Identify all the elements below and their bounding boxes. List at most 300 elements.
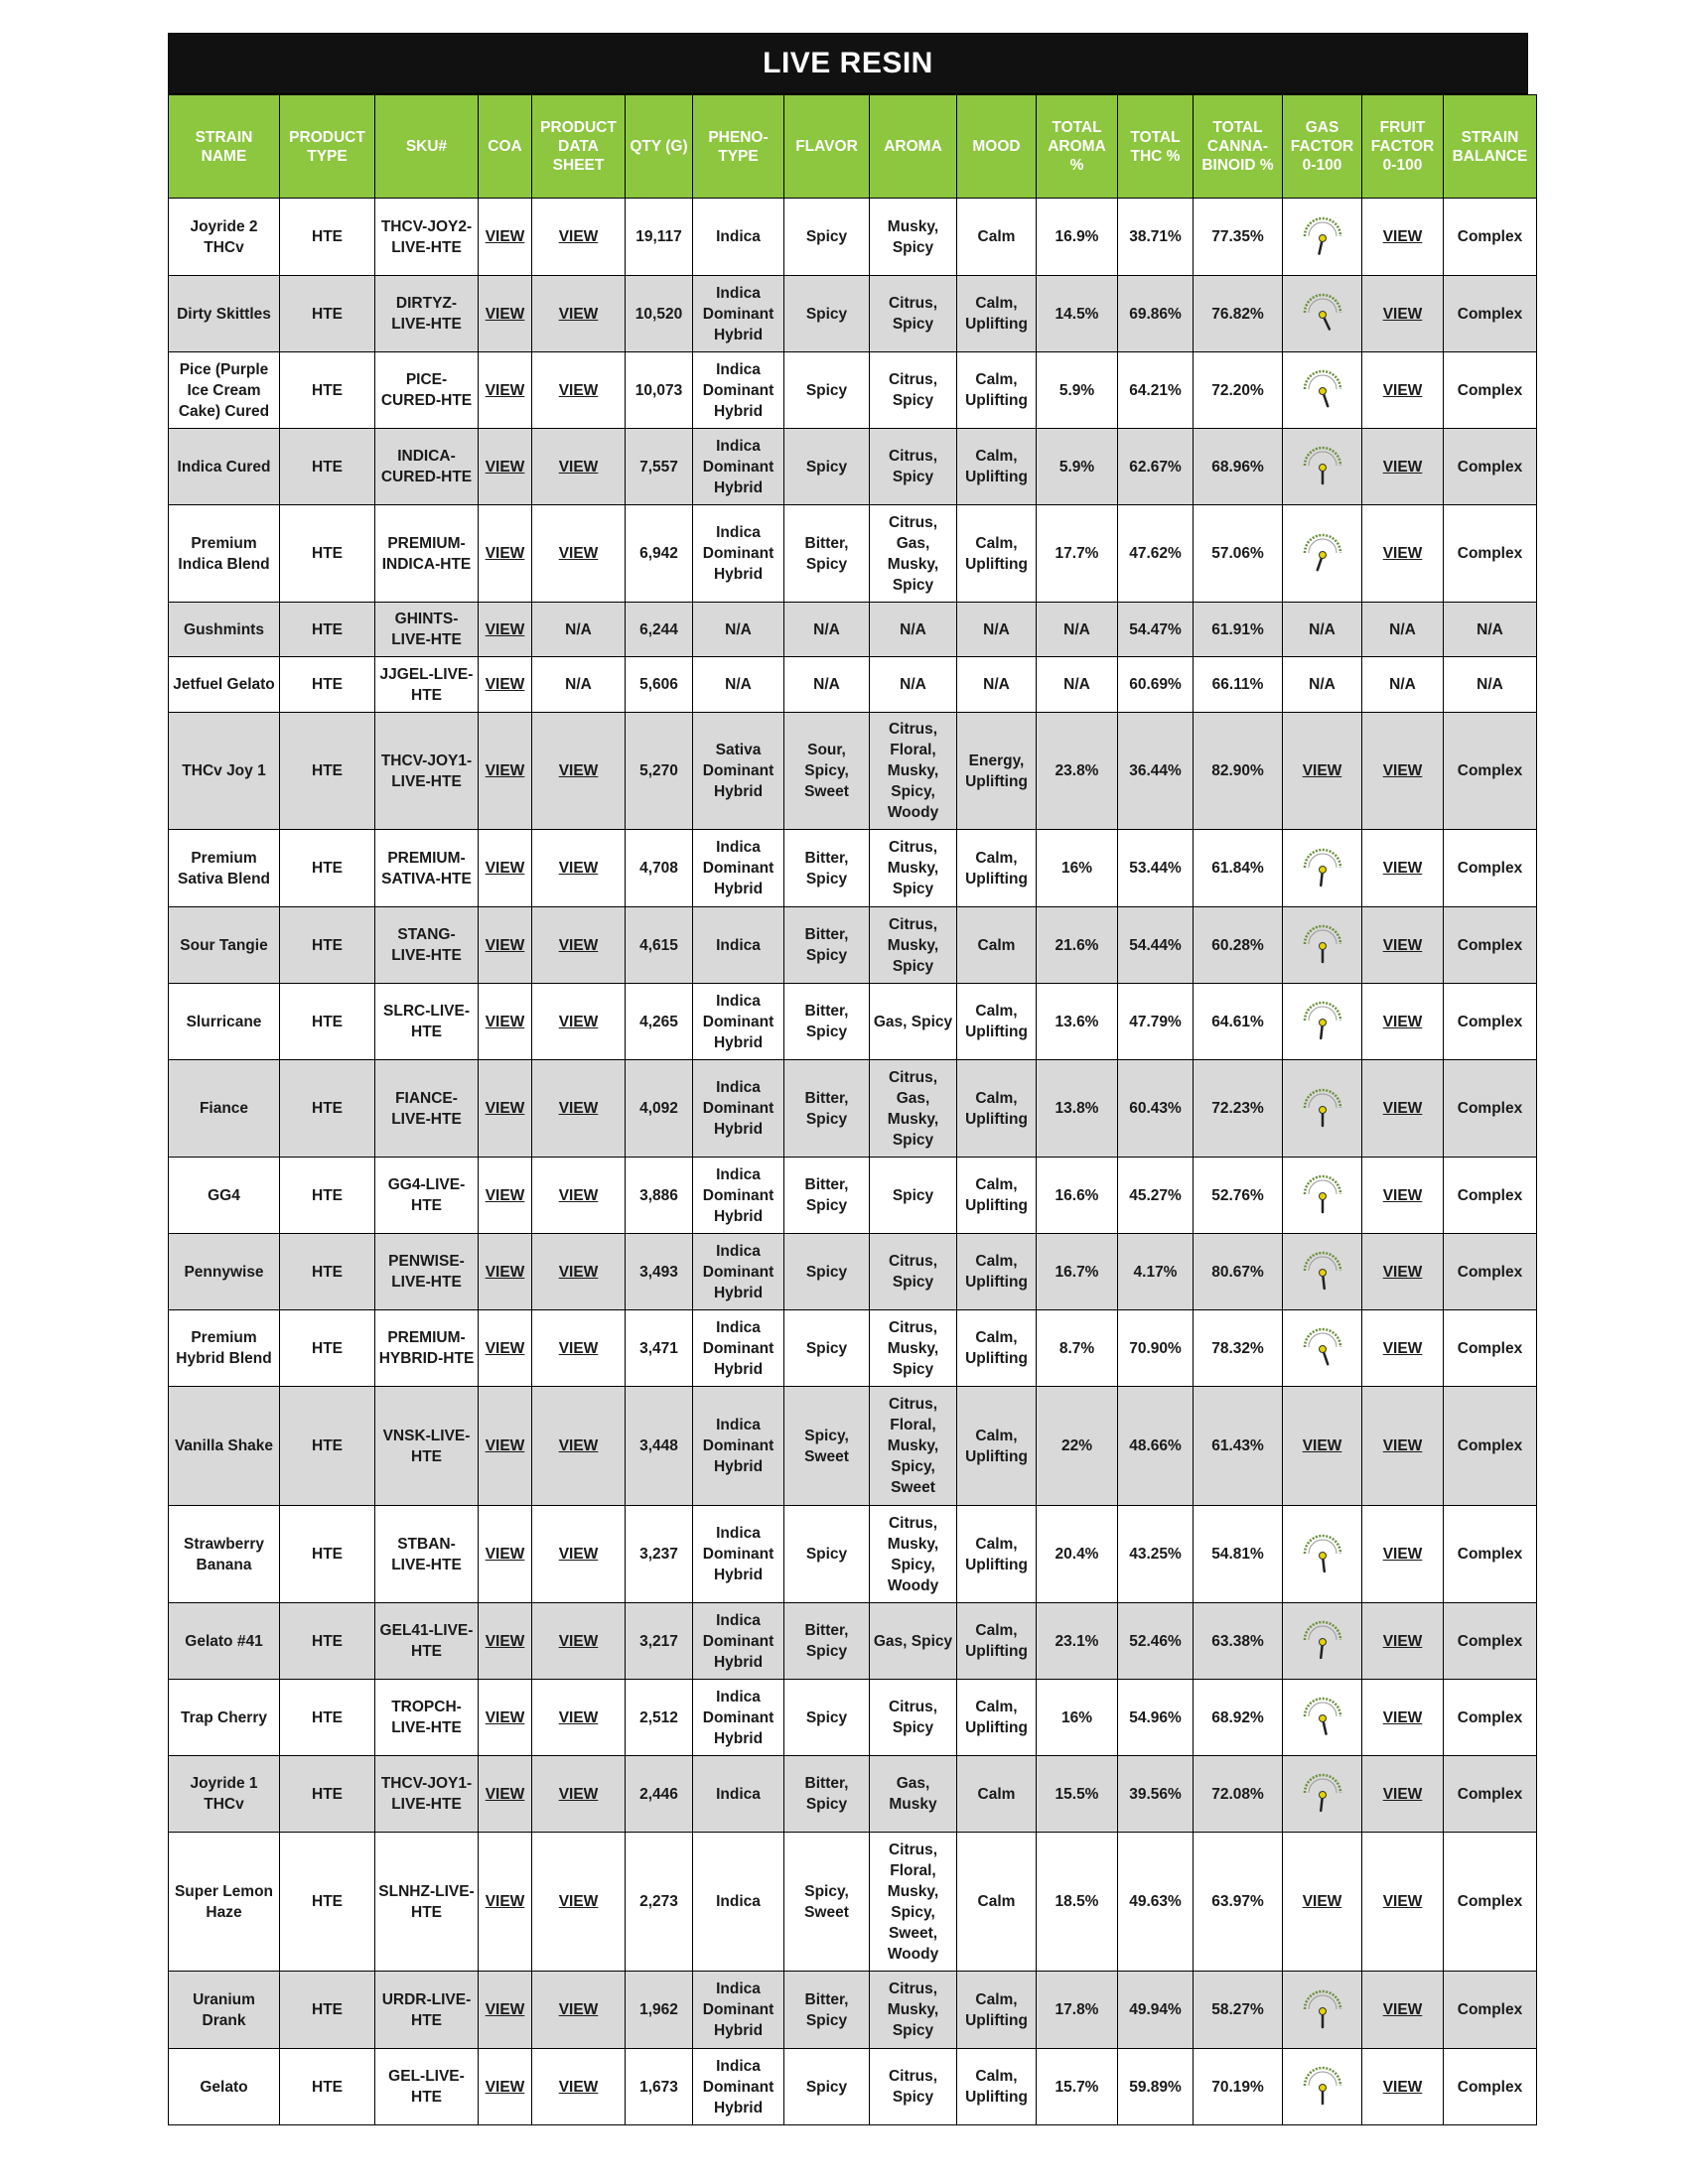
- view-link[interactable]: VIEW: [485, 676, 525, 693]
- phenotype-cell: Indica: [693, 1833, 784, 1972]
- phenotype-cell: Indica: [693, 1756, 784, 1833]
- total-cannabinoid-cell: 58.27%: [1194, 1972, 1283, 2049]
- view-link[interactable]: VIEW: [558, 936, 599, 954]
- strain-balance-cell: Complex: [1444, 830, 1537, 907]
- mood-cell: Calm, Uplifting: [957, 1387, 1037, 1506]
- fruit-factor-cell: [1362, 713, 1444, 830]
- coa-link: [479, 1833, 532, 1972]
- fruit-factor-cell: [1362, 1158, 1444, 1234]
- phenotype-cell: Indica Dominant Hybrid: [693, 1506, 784, 1603]
- coa-link: [479, 1756, 532, 1833]
- strain-balance-cell: Complex: [1444, 1972, 1537, 2049]
- view-link[interactable]: VIEW: [485, 1437, 525, 1454]
- sku-cell: VNSK-LIVE-HTE: [375, 1387, 479, 1506]
- view-link[interactable]: VIEW: [485, 860, 525, 877]
- total-aroma-cell: 16%: [1037, 1680, 1118, 1756]
- view-link[interactable]: VIEW: [558, 305, 599, 323]
- view-link[interactable]: VIEW: [558, 1632, 599, 1650]
- table-row: [169, 984, 1537, 1060]
- total-aroma-cell: 13.6%: [1037, 984, 1118, 1060]
- view-link[interactable]: VIEW: [485, 620, 525, 638]
- phenotype-cell: N/A: [693, 603, 784, 657]
- view-link[interactable]: VIEW: [558, 762, 599, 779]
- view-link[interactable]: VIEW: [558, 458, 599, 476]
- view-link[interactable]: VIEW: [1382, 1263, 1423, 1281]
- strain-name-cell: Gelato: [169, 2049, 280, 2125]
- total-aroma-cell: 16%: [1037, 830, 1118, 907]
- total-cannabinoid-cell: 72.23%: [1194, 1060, 1283, 1158]
- flavor-cell: Spicy, Sweet: [784, 1387, 870, 1506]
- view-link[interactable]: VIEW: [485, 228, 525, 245]
- view-link[interactable]: VIEW: [1382, 860, 1423, 877]
- strain-balance-cell: Complex: [1444, 1234, 1537, 1310]
- view-link[interactable]: VIEW: [485, 762, 525, 779]
- phenotype-cell: Indica Dominant Hybrid: [693, 1310, 784, 1387]
- header-row: [169, 95, 1537, 199]
- aroma-cell: N/A: [870, 603, 957, 657]
- view-link[interactable]: VIEW: [1382, 762, 1423, 779]
- coa-link: [479, 830, 532, 907]
- view-link[interactable]: VIEW: [558, 1437, 599, 1454]
- sku-cell: SLRC-LIVE-HTE: [375, 984, 479, 1060]
- table-row: [169, 1158, 1537, 1234]
- table-row: [169, 713, 1537, 830]
- strain-balance-cell: Complex: [1444, 1387, 1537, 1506]
- gauge-icon: [1299, 529, 1346, 573]
- view-link[interactable]: VIEW: [485, 2001, 525, 2018]
- fruit-factor-cell: [1362, 1234, 1444, 1310]
- phenotype-cell: Indica Dominant Hybrid: [693, 2049, 784, 2125]
- total-thc-cell: 59.89%: [1118, 2049, 1194, 2125]
- total-aroma-cell: 18.5%: [1037, 1833, 1118, 1972]
- view-link[interactable]: VIEW: [485, 1339, 525, 1357]
- total-cannabinoid-cell: 54.81%: [1194, 1506, 1283, 1603]
- flavor-cell: Spicy: [784, 352, 870, 429]
- coa-link: [479, 352, 532, 429]
- product-type-cell: HTE: [280, 429, 375, 505]
- view-link[interactable]: VIEW: [485, 1785, 525, 1803]
- total-cannabinoid-cell: 72.08%: [1194, 1756, 1283, 1833]
- product-type-cell: HTE: [280, 2049, 375, 2125]
- view-link[interactable]: VIEW: [1382, 2078, 1423, 2096]
- product-type-cell: HTE: [280, 1158, 375, 1234]
- view-link[interactable]: VIEW: [558, 1546, 599, 1563]
- view-link[interactable]: VIEW: [485, 1632, 525, 1650]
- view-link[interactable]: VIEW: [558, 860, 599, 877]
- gas-factor-cell: [1283, 276, 1362, 352]
- flavor-cell: Bitter, Spicy: [784, 1972, 870, 2049]
- fruit-factor-cell: [1362, 2049, 1444, 2125]
- view-link[interactable]: VIEW: [1382, 1100, 1423, 1117]
- product-type-cell: HTE: [280, 1506, 375, 1603]
- data-sheet-link: [532, 984, 626, 1060]
- flavor-cell: Spicy: [784, 276, 870, 352]
- strain-name-cell: Pice (Purple Ice Cream Cake) Cured: [169, 352, 280, 429]
- flavor-cell: Spicy: [784, 1506, 870, 1603]
- view-link[interactable]: VIEW: [1382, 1339, 1423, 1357]
- qty-cell: 10,520: [626, 276, 693, 352]
- view-link[interactable]: VIEW: [1382, 1893, 1423, 1910]
- mood-cell: Calm, Uplifting: [957, 830, 1037, 907]
- total-cannabinoid-cell: 64.61%: [1194, 984, 1283, 1060]
- gas-factor-cell: [1283, 429, 1362, 505]
- table-row: [169, 1603, 1537, 1680]
- coa-link: [479, 1060, 532, 1158]
- table-row: [169, 1060, 1537, 1158]
- data-sheet-link: [532, 1234, 626, 1310]
- table-row: [169, 1756, 1537, 1833]
- column-header: STRAIN NAME: [169, 95, 280, 199]
- data-sheet-link: [532, 713, 626, 830]
- column-header: AROMA: [870, 95, 957, 199]
- total-aroma-cell: 22%: [1037, 1387, 1118, 1506]
- total-aroma-cell: 16.7%: [1037, 1234, 1118, 1310]
- sku-cell: FIANCE-LIVE-HTE: [375, 1060, 479, 1158]
- column-header: QTY (G): [626, 95, 693, 199]
- view-link[interactable]: VIEW: [558, 381, 599, 399]
- product-type-cell: HTE: [280, 1680, 375, 1756]
- view-link[interactable]: VIEW: [485, 1263, 525, 1281]
- view-link[interactable]: VIEW: [485, 381, 525, 399]
- view-link[interactable]: VIEW: [558, 2001, 599, 2018]
- table-row: [169, 505, 1537, 603]
- view-link[interactable]: VIEW: [485, 545, 525, 562]
- total-cannabinoid-cell: 63.97%: [1194, 1833, 1283, 1972]
- view-link[interactable]: VIEW: [558, 1893, 599, 1910]
- coa-link: [479, 1158, 532, 1234]
- flavor-cell: Spicy: [784, 2049, 870, 2125]
- sku-cell: INDICA-CURED-HTE: [375, 429, 479, 505]
- qty-cell: 5,606: [626, 657, 693, 713]
- flavor-cell: Bitter, Spicy: [784, 505, 870, 603]
- coa-link: [479, 907, 532, 984]
- mood-cell: N/A: [957, 603, 1037, 657]
- gas-factor-cell: [1283, 1234, 1362, 1310]
- mood-cell: Calm, Uplifting: [957, 352, 1037, 429]
- phenotype-cell: Indica: [693, 907, 784, 984]
- total-aroma-cell: 15.5%: [1037, 1756, 1118, 1833]
- strain-balance-cell: Complex: [1444, 352, 1537, 429]
- total-cannabinoid-cell: 77.35%: [1194, 199, 1283, 276]
- gas-factor-cell: [1283, 1756, 1362, 1833]
- qty-cell: 6,942: [626, 505, 693, 603]
- total-thc-cell: 48.66%: [1118, 1387, 1194, 1506]
- strain-name-cell: Uranium Drank: [169, 1972, 280, 2049]
- view-link[interactable]: VIEW: [485, 305, 525, 323]
- fruit-factor-cell: [1362, 505, 1444, 603]
- strain-name-cell: Premium Indica Blend: [169, 505, 280, 603]
- strain-name-cell: Jetfuel Gelato: [169, 657, 280, 713]
- flavor-cell: Sour, Spicy, Sweet: [784, 713, 870, 830]
- strain-balance-cell: Complex: [1444, 984, 1537, 1060]
- view-link[interactable]: VIEW: [558, 1013, 599, 1030]
- table-row: [169, 1680, 1537, 1756]
- view-link[interactable]: VIEW: [1302, 1437, 1342, 1454]
- data-sheet-link: N/A: [532, 657, 626, 713]
- view-link[interactable]: VIEW: [1382, 228, 1423, 245]
- view-link[interactable]: VIEW: [1302, 1893, 1342, 1910]
- product-type-cell: HTE: [280, 1756, 375, 1833]
- fruit-factor-cell: [1362, 352, 1444, 429]
- total-thc-cell: 69.86%: [1118, 276, 1194, 352]
- phenotype-cell: Indica Dominant Hybrid: [693, 1158, 784, 1234]
- product-type-cell: HTE: [280, 505, 375, 603]
- mood-cell: Calm, Uplifting: [957, 1506, 1037, 1603]
- data-sheet-link: [532, 1972, 626, 2049]
- table-row: [169, 1506, 1537, 1603]
- gas-factor-cell: [1283, 2049, 1362, 2125]
- aroma-cell: Gas, Spicy: [870, 984, 957, 1060]
- qty-cell: 5,270: [626, 713, 693, 830]
- mood-cell: Calm, Uplifting: [957, 984, 1037, 1060]
- flavor-cell: Bitter, Spicy: [784, 1756, 870, 1833]
- view-link[interactable]: VIEW: [558, 228, 599, 245]
- sku-cell: SLNHZ-LIVE-HTE: [375, 1833, 479, 1972]
- column-header: SKU#: [375, 95, 479, 199]
- column-header: GAS FACTOR 0-100: [1283, 95, 1362, 199]
- total-thc-cell: 47.62%: [1118, 505, 1194, 603]
- aroma-cell: Citrus, Spicy: [870, 352, 957, 429]
- product-type-cell: HTE: [280, 830, 375, 907]
- strain-name-cell: Premium Sativa Blend: [169, 830, 280, 907]
- fruit-factor-cell: [1362, 276, 1444, 352]
- view-link[interactable]: VIEW: [1382, 1013, 1423, 1030]
- coa-link: [479, 1506, 532, 1603]
- phenotype-cell: Indica Dominant Hybrid: [693, 1680, 784, 1756]
- flavor-cell: Spicy: [784, 429, 870, 505]
- total-cannabinoid-cell: 72.20%: [1194, 352, 1283, 429]
- table-row: [169, 657, 1537, 713]
- view-link[interactable]: VIEW: [1382, 936, 1423, 954]
- phenotype-cell: Indica Dominant Hybrid: [693, 830, 784, 907]
- column-header: FLAVOR: [784, 95, 870, 199]
- column-header: MOOD: [957, 95, 1037, 199]
- phenotype-cell: Indica Dominant Hybrid: [693, 1603, 784, 1680]
- table-row: [169, 830, 1537, 907]
- total-aroma-cell: N/A: [1037, 657, 1118, 713]
- strain-balance-cell: Complex: [1444, 276, 1537, 352]
- total-thc-cell: 49.63%: [1118, 1833, 1194, 1972]
- total-aroma-cell: 5.9%: [1037, 429, 1118, 505]
- mood-cell: Calm, Uplifting: [957, 505, 1037, 603]
- qty-cell: 3,217: [626, 1603, 693, 1680]
- view-link[interactable]: VIEW: [485, 1546, 525, 1563]
- qty-cell: 4,092: [626, 1060, 693, 1158]
- mood-cell: Calm, Uplifting: [957, 2049, 1037, 2125]
- total-cannabinoid-cell: 61.84%: [1194, 830, 1283, 907]
- total-thc-cell: 54.44%: [1118, 907, 1194, 984]
- view-link[interactable]: VIEW: [1382, 1785, 1423, 1803]
- coa-link: [479, 657, 532, 713]
- qty-cell: 1,962: [626, 1972, 693, 2049]
- strain-balance-cell: Complex: [1444, 1506, 1537, 1603]
- strain-balance-cell: Complex: [1444, 1680, 1537, 1756]
- total-thc-cell: 39.56%: [1118, 1756, 1194, 1833]
- total-cannabinoid-cell: 68.96%: [1194, 429, 1283, 505]
- sku-cell: JJGEL-LIVE-HTE: [375, 657, 479, 713]
- view-link[interactable]: VIEW: [485, 1893, 525, 1910]
- sku-cell: PREMIUM-SATIVA-HTE: [375, 830, 479, 907]
- mood-cell: Calm: [957, 1833, 1037, 1972]
- flavor-cell: Spicy: [784, 199, 870, 276]
- view-link[interactable]: VIEW: [558, 2078, 599, 2096]
- strain-name-cell: Super Lemon Haze: [169, 1833, 280, 1972]
- fruit-factor-cell: [1362, 984, 1444, 1060]
- flavor-cell: N/A: [784, 603, 870, 657]
- view-link[interactable]: VIEW: [485, 1186, 525, 1204]
- strain-name-cell: THCv Joy 1: [169, 713, 280, 830]
- view-link[interactable]: VIEW: [558, 1263, 599, 1281]
- view-link[interactable]: VIEW: [1382, 1632, 1423, 1650]
- aroma-cell: Citrus, Spicy: [870, 1234, 957, 1310]
- qty-cell: 10,073: [626, 352, 693, 429]
- total-aroma-cell: 16.6%: [1037, 1158, 1118, 1234]
- total-cannabinoid-cell: 66.11%: [1194, 657, 1283, 713]
- sku-cell: PICE-CURED-HTE: [375, 352, 479, 429]
- data-sheet-link: [532, 1506, 626, 1603]
- gas-factor-cell: [1283, 984, 1362, 1060]
- product-type-cell: HTE: [280, 1387, 375, 1506]
- sku-cell: GEL41-LIVE-HTE: [375, 1603, 479, 1680]
- qty-cell: 6,244: [626, 603, 693, 657]
- flavor-cell: Spicy, Sweet: [784, 1833, 870, 1972]
- view-link[interactable]: VIEW: [485, 2078, 525, 2096]
- view-link[interactable]: VIEW: [485, 458, 525, 476]
- gauge-icon: [1299, 1247, 1346, 1291]
- mood-cell: Energy, Uplifting: [957, 713, 1037, 830]
- view-link[interactable]: VIEW: [1382, 545, 1423, 562]
- view-link[interactable]: VIEW: [558, 1708, 599, 1726]
- view-link[interactable]: VIEW: [558, 1785, 599, 1803]
- coa-link: [479, 603, 532, 657]
- product-type-cell: HTE: [280, 713, 375, 830]
- gauge-icon: [1299, 920, 1346, 964]
- view-link[interactable]: VIEW: [485, 1013, 525, 1030]
- view-link[interactable]: VIEW: [485, 1100, 525, 1117]
- total-cannabinoid-cell: 61.91%: [1194, 603, 1283, 657]
- view-link[interactable]: VIEW: [558, 1100, 599, 1117]
- live-resin-table-container: [168, 33, 1528, 2125]
- data-sheet-link: [532, 276, 626, 352]
- data-sheet-link: [532, 1158, 626, 1234]
- live-resin-table: [168, 94, 1537, 2125]
- total-thc-cell: 36.44%: [1118, 713, 1194, 830]
- view-link[interactable]: VIEW: [1382, 458, 1423, 476]
- total-thc-cell: 53.44%: [1118, 830, 1194, 907]
- strain-balance-cell: Complex: [1444, 1310, 1537, 1387]
- total-thc-cell: 54.47%: [1118, 603, 1194, 657]
- total-cannabinoid-cell: 52.76%: [1194, 1158, 1283, 1234]
- fruit-factor-cell: [1362, 1603, 1444, 1680]
- table-row: [169, 2049, 1537, 2125]
- view-link[interactable]: VIEW: [485, 1708, 525, 1726]
- aroma-cell: Spicy: [870, 1158, 957, 1234]
- sku-cell: TROPCH-LIVE-HTE: [375, 1680, 479, 1756]
- data-sheet-link: [532, 1680, 626, 1756]
- strain-name-cell: Gelato #41: [169, 1603, 280, 1680]
- gauge-icon: [1299, 365, 1346, 409]
- strain-name-cell: Dirty Skittles: [169, 276, 280, 352]
- gas-factor-cell: [1283, 1310, 1362, 1387]
- qty-cell: 19,117: [626, 199, 693, 276]
- phenotype-cell: Sativa Dominant Hybrid: [693, 713, 784, 830]
- total-cannabinoid-cell: 60.28%: [1194, 907, 1283, 984]
- view-link[interactable]: VIEW: [1382, 381, 1423, 399]
- view-link[interactable]: VIEW: [558, 1339, 599, 1357]
- aroma-cell: Citrus, Spicy: [870, 1680, 957, 1756]
- view-link[interactable]: VIEW: [1382, 305, 1423, 323]
- table-row: [169, 1972, 1537, 2049]
- coa-link: [479, 984, 532, 1060]
- aroma-cell: Citrus, Gas, Musky, Spicy: [870, 1060, 957, 1158]
- coa-link: [479, 1680, 532, 1756]
- strain-name-cell: Fiance: [169, 1060, 280, 1158]
- aroma-cell: Citrus, Musky, Spicy: [870, 1972, 957, 2049]
- view-link[interactable]: VIEW: [558, 1186, 599, 1204]
- fruit-factor-cell: N/A: [1362, 657, 1444, 713]
- view-link[interactable]: VIEW: [1382, 1546, 1423, 1563]
- coa-link: [479, 199, 532, 276]
- view-link[interactable]: VIEW: [1302, 762, 1342, 779]
- table-row: [169, 1833, 1537, 1972]
- gas-factor-cell: [1283, 1060, 1362, 1158]
- qty-cell: 3,448: [626, 1387, 693, 1506]
- total-aroma-cell: 15.7%: [1037, 2049, 1118, 2125]
- strain-name-cell: Sour Tangie: [169, 907, 280, 984]
- table-row: [169, 199, 1537, 276]
- qty-cell: 2,273: [626, 1833, 693, 1972]
- aroma-cell: Citrus, Spicy: [870, 2049, 957, 2125]
- total-aroma-cell: 20.4%: [1037, 1506, 1118, 1603]
- product-type-cell: HTE: [280, 1234, 375, 1310]
- gas-factor-cell: [1283, 1972, 1362, 2049]
- column-header: FRUIT FACTOR 0-100: [1362, 95, 1444, 199]
- aroma-cell: Citrus, Floral, Musky, Spicy, Woody: [870, 713, 957, 830]
- view-link[interactable]: VIEW: [1382, 1186, 1423, 1204]
- gas-factor-cell: [1283, 1603, 1362, 1680]
- view-link[interactable]: VIEW: [1382, 1437, 1423, 1454]
- column-header: STRAIN BALANCE: [1444, 95, 1537, 199]
- data-sheet-link: [532, 1310, 626, 1387]
- column-header: TOTAL THC %: [1118, 95, 1194, 199]
- mood-cell: Calm, Uplifting: [957, 1234, 1037, 1310]
- aroma-cell: N/A: [870, 657, 957, 713]
- gauge-icon: [1299, 997, 1346, 1040]
- view-link[interactable]: VIEW: [1382, 1708, 1423, 1726]
- view-link[interactable]: VIEW: [485, 936, 525, 954]
- data-sheet-link: [532, 1060, 626, 1158]
- column-header: PRODUCT DATA SHEET: [532, 95, 626, 199]
- total-aroma-cell: 14.5%: [1037, 276, 1118, 352]
- gas-factor-cell: [1283, 713, 1362, 830]
- total-aroma-cell: 23.8%: [1037, 713, 1118, 830]
- column-header: PHENO-TYPE: [693, 95, 784, 199]
- aroma-cell: Gas, Musky: [870, 1756, 957, 1833]
- total-aroma-cell: 5.9%: [1037, 352, 1118, 429]
- qty-cell: 7,557: [626, 429, 693, 505]
- phenotype-cell: Indica Dominant Hybrid: [693, 1060, 784, 1158]
- total-cannabinoid-cell: 57.06%: [1194, 505, 1283, 603]
- view-link[interactable]: VIEW: [558, 545, 599, 562]
- sku-cell: PREMIUM-HYBRID-HTE: [375, 1310, 479, 1387]
- product-type-cell: HTE: [280, 907, 375, 984]
- total-aroma-cell: 17.7%: [1037, 505, 1118, 603]
- gauge-icon: [1299, 289, 1346, 333]
- table-row: [169, 603, 1537, 657]
- view-link[interactable]: VIEW: [1382, 2001, 1423, 2018]
- product-type-cell: HTE: [280, 352, 375, 429]
- total-thc-cell: 70.90%: [1118, 1310, 1194, 1387]
